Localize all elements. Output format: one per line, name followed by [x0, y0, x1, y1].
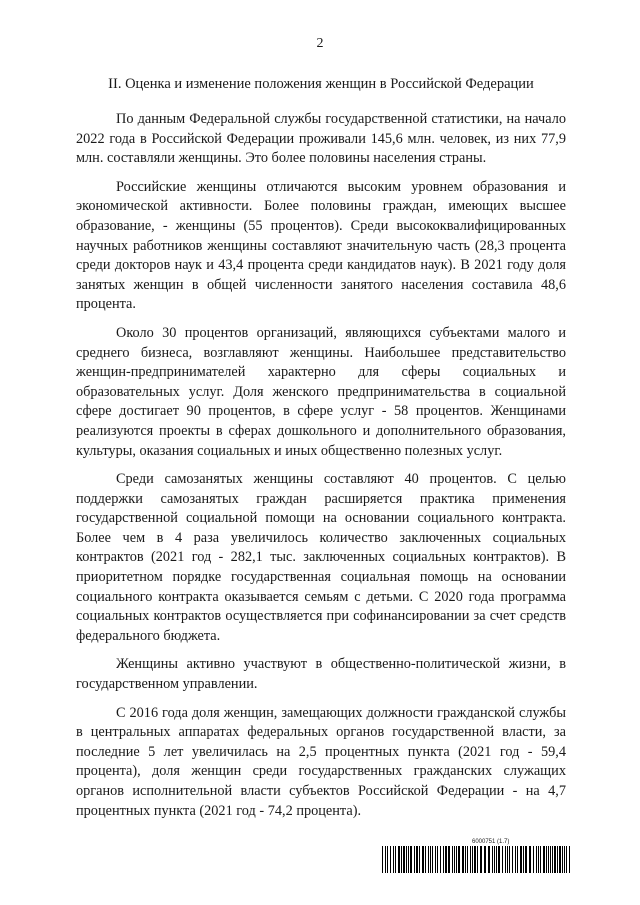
page-number: 2 — [316, 36, 324, 51]
paragraph: С 2016 года доля женщин, замещающих должности гражданской службы в центральных аппаратах федеральных органов государственной власти, за последние 5 лет увеличилась на 2,5 процентных пункта (2021 год - 59,4 процента), доля женщин среди государственных гражданских служащих органов исполнительной власти субъектов Российской Федерации - на 4,7 процентных пункта (2021 год - 74,2 процента). — [76, 704, 566, 819]
barcode — [382, 846, 572, 873]
paragraph: Среди самозанятых женщины составляют 40 процентов. С целью поддержки самозанятых граждан расширяется практика применения государственной социальной помощи на основании социального контракта. Более чем в 4 раза увеличилось количество заключенных социальных контрактов (2021 год - 282,1 тыс. заключенных социальных контрактов). В приоритетном порядке государственная социальная помощь на основании социального контракта оказывается семьям с детьми. С 2020 года программа социальных контрактов осуществляется при софинансировании за счет средств федерального бюджета. — [76, 471, 566, 644]
barcode-gap — [570, 846, 572, 873]
paragraph: По данным Федеральной службы государственной статистики, на начало 2022 года в Российской Федерации проживали 145,6 млн. человек, из них 77,9 млн. составляли женщины. Это более половины населения страны. — [76, 111, 566, 167]
barcode-code: 6000751 (1.7) — [472, 839, 510, 845]
paragraph: Около 30 процентов организаций, являющихся субъектами малого и среднего бизнеса, возглавляют женщины. Наибольшее представительство женщин-предпринимателей характерно для сферы социальных и образовательных услуг. Доля женского предпринимательства в социальной сфере достигает 90 процентов, в сфере услуг - 58 процентов. Женщинами реализуются проекты в сферах дошкольного и дополнительного образования, культуры, оказания социальных и иных общественно полезных услуг. — [76, 324, 566, 459]
paragraph: Российские женщины отличаются высоким уровнем образования и экономической активности. Более половины граждан, имеющих высшее образование, - женщины (55 процентов). Среди высококвалифицированных научных работников женщины составляют значительную часть (28,3 процента среди докторов наук и 43,4 процента среди кандидатов наук). В 2021 году доля занятых женщин в общей численности занятого населения составила 48,6 процента. — [76, 178, 566, 313]
paragraph: Женщины активно участвуют в общественно-политической жизни, в государственном управлении. — [76, 656, 566, 693]
body-text — [76, 110, 566, 830]
section-heading: II. Оценка и изменение положения женщин в Российской Федерации — [108, 76, 534, 92]
